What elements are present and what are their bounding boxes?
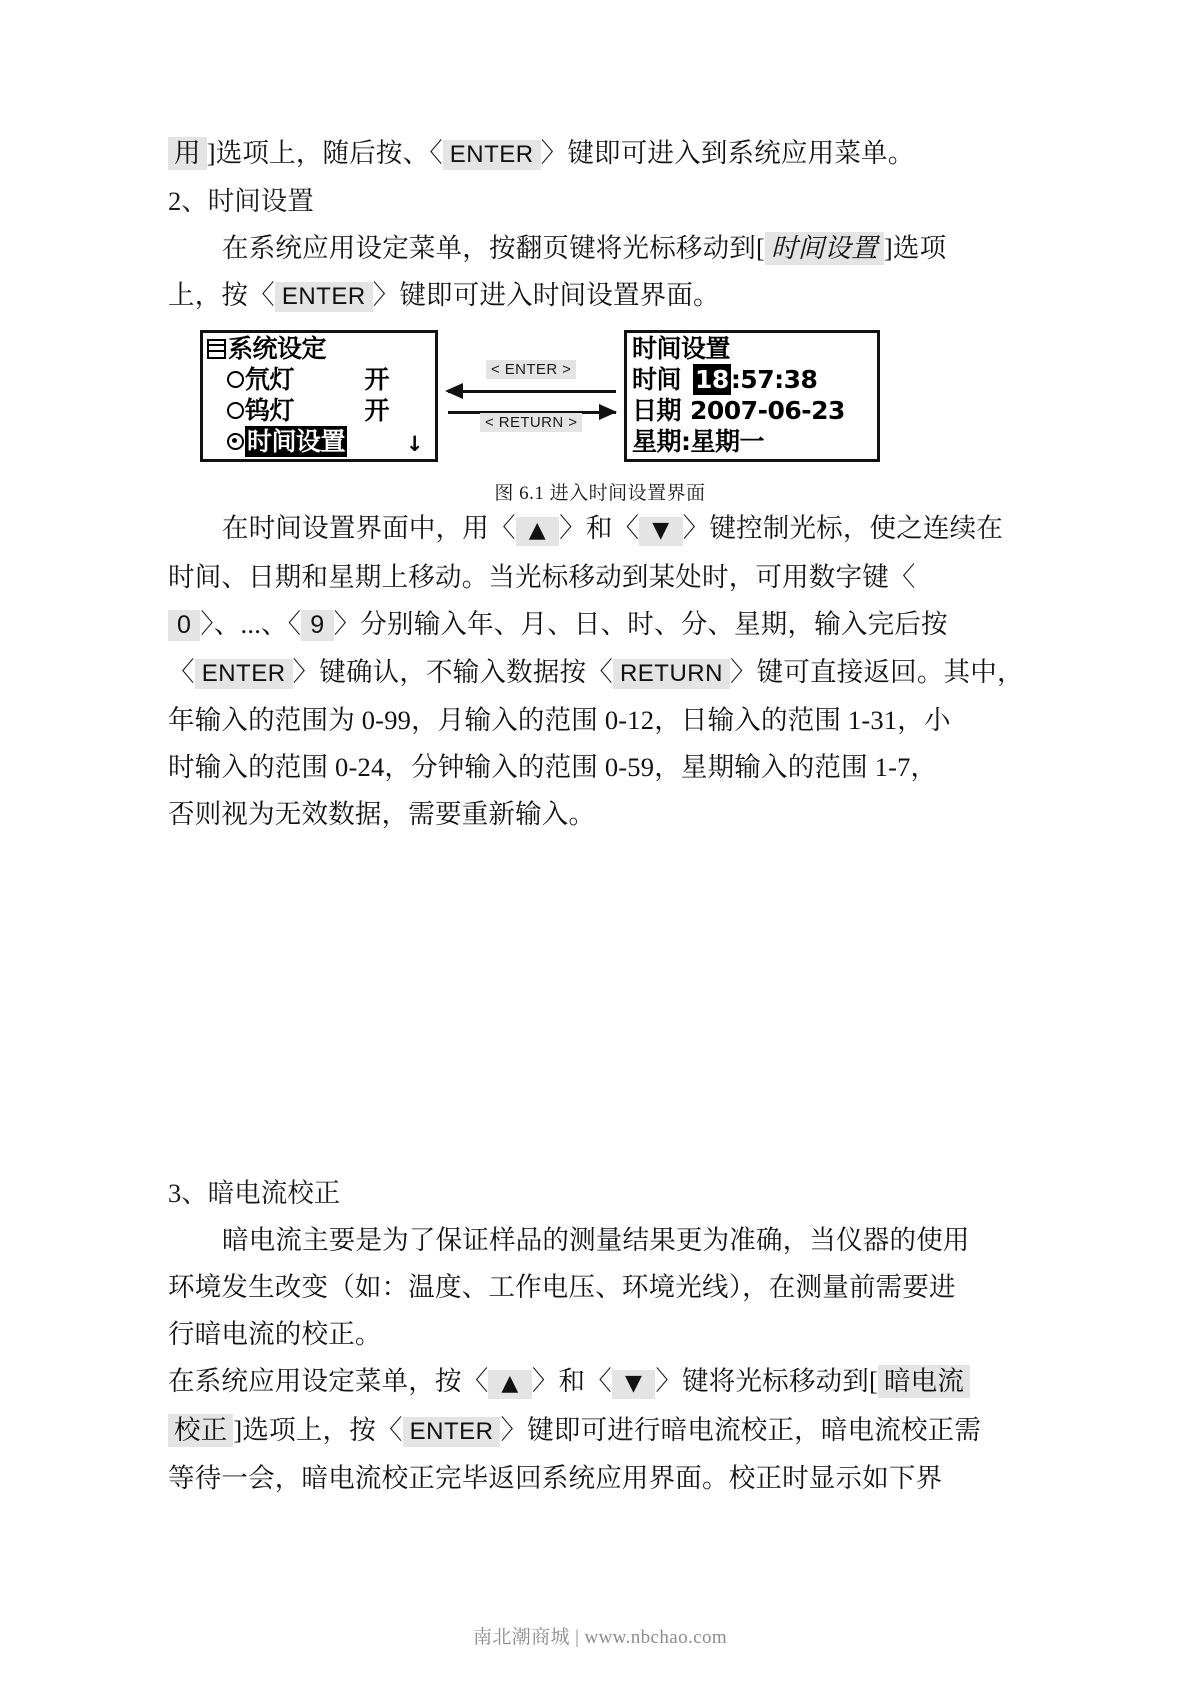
s3-p1-line-1: 暗电流主要是为了保证样品的测量结果更为准确，当仪器的使用 bbox=[222, 1225, 970, 1255]
key-down-arrow: ▼ bbox=[639, 517, 682, 546]
scroll-down-icon: ↓ bbox=[405, 432, 423, 456]
key-return: RETURN bbox=[613, 659, 730, 689]
s2-l1-text-b: ]选项 bbox=[883, 233, 947, 263]
continuation-text-a: ]选项上，随后按、〈 bbox=[206, 138, 443, 168]
lcd-left-item-0 bbox=[203, 364, 435, 395]
arrow-label-enter: < ENTER > bbox=[486, 360, 576, 379]
bl3-d: 〉分别输入年、月、日、时、分、星期，输入完后按 bbox=[333, 609, 948, 639]
continuation-text-b: 〉键即可进入到系统应用菜单。 bbox=[540, 138, 915, 168]
lcd-left-item-1-value: 开 bbox=[364, 396, 389, 425]
body-line-7: 否则视为无效数据，需要重新输入。 bbox=[168, 799, 596, 829]
figure-caption: 图 6.1 进入时间设置界面 bbox=[494, 483, 706, 504]
document-content bbox=[168, 0, 968, 320]
lcd-left-item-1 bbox=[203, 395, 435, 426]
body-line-1 bbox=[168, 505, 1004, 554]
arrow-head-left-icon bbox=[445, 383, 463, 399]
lcd-right-time-label: 时间 bbox=[632, 365, 682, 394]
body-line-6: 时输入的范围 0-24，分钟输入的范围 0-59，星期输入的范围 1-7， bbox=[168, 752, 938, 782]
lcd-right-date-label: 日期 bbox=[632, 396, 682, 425]
s3-p1-line-3: 行暗电流的校正。 bbox=[168, 1319, 382, 1349]
arrow-label-return: < RETURN > bbox=[480, 413, 582, 432]
key-enter: ENTER bbox=[275, 282, 373, 312]
s2-l2-text-a: 上，按〈 bbox=[168, 280, 275, 310]
lcd-left-item-2 bbox=[203, 426, 435, 457]
key-enter: ENTER bbox=[443, 140, 541, 170]
bl3-b: 〉、...、〈 bbox=[200, 609, 302, 639]
lcd-right-weekday-label: 星期: bbox=[632, 427, 691, 456]
lcd-left-item-0-label: 氘灯 bbox=[245, 365, 295, 394]
section-3-heading: 3、暗电流校正 bbox=[168, 1178, 341, 1208]
section-3 bbox=[168, 1170, 982, 1502]
s3-p2-line-2 bbox=[168, 1407, 982, 1455]
body-line-3 bbox=[168, 601, 968, 649]
body-after-figure bbox=[168, 505, 1024, 838]
lcd-right-row-weekday bbox=[627, 426, 877, 457]
section-2-line-1 bbox=[168, 225, 968, 272]
chip-dark-current: 暗电流 bbox=[878, 1365, 970, 1398]
chip-correction: 校正 bbox=[168, 1414, 233, 1447]
lcd-right-title-row bbox=[627, 333, 877, 364]
key-enter: ENTER bbox=[195, 659, 293, 689]
s3-p2-line-1 bbox=[168, 1358, 968, 1407]
s3p2l1-a: 在系统应用设定菜单，按〈 bbox=[168, 1366, 489, 1396]
radio-unselected-icon bbox=[227, 402, 244, 419]
lcd-right-date-value: 2007-06-23 bbox=[690, 396, 845, 425]
lcd-right-time-hour-highlight: 18 bbox=[695, 365, 729, 394]
key-down-arrow: ▼ bbox=[612, 1370, 655, 1399]
body-line-5: 年输入的范围为 0-99，月输入的范围 0-12，日输入的范围 1-31，小 bbox=[168, 705, 951, 735]
key-enter: ENTER bbox=[403, 1417, 501, 1447]
lcd-right-row-date bbox=[627, 395, 877, 426]
lcd-left-item-2-label: 时间设置 bbox=[247, 427, 346, 456]
menu-list-icon bbox=[207, 339, 226, 359]
figure-6-1 bbox=[200, 330, 880, 462]
section-2-heading: 2、时间设置 bbox=[168, 186, 314, 216]
s2-l1-text-a: 在系统应用设定菜单，按翻页键将光标移动到[ bbox=[222, 233, 766, 263]
transition-arrows bbox=[446, 354, 618, 440]
lcd-right-weekday-value: 星期一 bbox=[690, 427, 765, 456]
bl4-c: 〉键可直接返回。其中， bbox=[729, 657, 1024, 687]
lcd-right-title: 时间设置 bbox=[632, 334, 731, 363]
bl1-a: 在时间设置界面中，用〈 bbox=[222, 513, 516, 543]
arrow-head-right-icon bbox=[599, 404, 617, 420]
key-zero: 0 bbox=[168, 610, 200, 641]
chip-time-setting: 时间设置 bbox=[765, 232, 884, 265]
lcd-left-item-0-value: 开 bbox=[364, 365, 389, 394]
lcd-left-title-row bbox=[203, 333, 435, 364]
s3-p2-line-3: 等待一会，暗电流校正完毕返回系统应用界面。校正时显示如下界 bbox=[168, 1463, 943, 1493]
body-line-4 bbox=[168, 649, 1024, 697]
lcd-left-title: 系统设定 bbox=[228, 334, 327, 363]
page-footer: 南北潮商城 | www.nbchao.com bbox=[472, 1627, 728, 1648]
continuation-line bbox=[168, 130, 968, 178]
lcd-panel-time-setting bbox=[624, 330, 880, 462]
s3p2l1-b: 〉和〈 bbox=[531, 1366, 612, 1396]
chip-use: 用 bbox=[168, 137, 207, 170]
lcd-left-item-1-label: 钨灯 bbox=[245, 396, 295, 425]
radio-selected-icon bbox=[227, 433, 244, 450]
s3-p1-line-2: 环境发生改变（如：温度、工作电压、环境光线），在测量前需要进 bbox=[168, 1272, 956, 1302]
bl4-b: 〉键确认，不输入数据按〈 bbox=[292, 657, 613, 687]
key-nine: 9 bbox=[301, 610, 333, 641]
s2-l2-text-b: 〉键即可进入时间设置界面。 bbox=[372, 280, 720, 310]
s3p2l1-c: 〉键将光标移动到[ bbox=[655, 1366, 878, 1396]
arrow-line-left bbox=[448, 390, 616, 393]
bl1-c: 〉键控制光标，使之连续在 bbox=[682, 513, 1004, 543]
key-up-arrow: ▲ bbox=[488, 1370, 531, 1399]
bl4-a: 〈 bbox=[168, 657, 195, 687]
section-2-line-2 bbox=[168, 272, 968, 320]
bl2: 时间、日期和星期上移动。当光标移动到某处时，可用数字键〈 bbox=[168, 562, 916, 592]
lcd-right-time-rest: :57:38 bbox=[730, 365, 818, 394]
s3p2l2-a: ]选项上，按〈 bbox=[233, 1415, 403, 1445]
lcd-right-row-time bbox=[627, 364, 877, 395]
bl1-b: 〉和〈 bbox=[559, 513, 640, 543]
s3p2l2-b: 〉键即可进行暗电流校正，暗电流校正需 bbox=[500, 1415, 982, 1445]
key-up-arrow: ▲ bbox=[516, 517, 559, 546]
body-line-2 bbox=[168, 554, 968, 601]
lcd-panel-system-settings bbox=[200, 330, 438, 462]
radio-unselected-icon bbox=[227, 371, 244, 388]
